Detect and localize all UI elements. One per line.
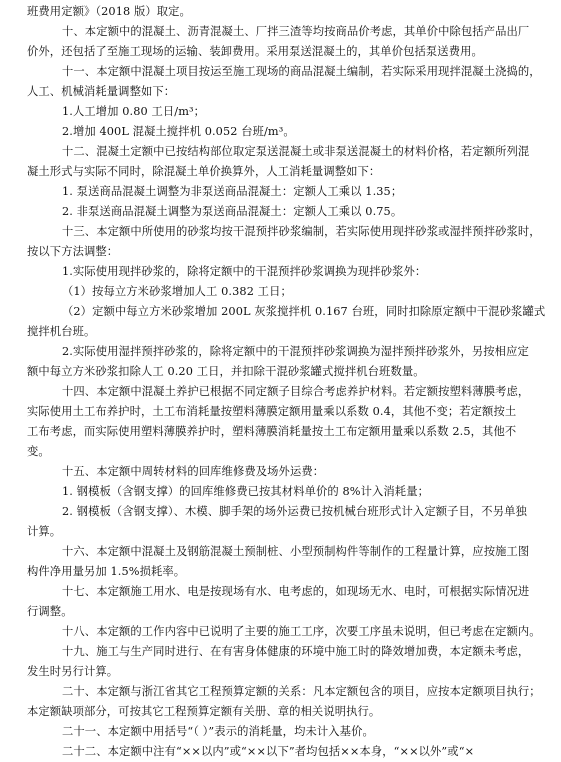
text-line: 1. 钢模板（含钢支撑）的回库维修费已按其材料单价的 8%计入消耗量； xyxy=(62,485,429,498)
text-line: 变。 xyxy=(27,445,50,458)
text-line: 十八、本定额的工作内容中已说明了主要的施工工序，次要工序虽未说明，但已考虑在定额内。 xyxy=(62,625,541,638)
text-line: 2.实际使用湿拌预拌砂浆的，除将定额中的干混预拌砂浆调换为湿拌预拌砂浆外，另按相应定 xyxy=(62,345,529,358)
text-line: 十一、本定额中混凝土项目按运至施工现场的商品混凝土编制，若实际采用现拌混凝土浇捣的， xyxy=(62,65,541,78)
text-line: 发生时另行计算。 xyxy=(27,665,119,678)
text-line: 额中每立方米砂浆扣除人工 0.20 工日，并扣除干混砂浆罐式搅拌机台班数量。 xyxy=(27,365,425,378)
text-line: 搅拌机台班。 xyxy=(27,325,96,338)
text-line: 十三、本定额中所使用的砂浆均按干混预拌砂浆编制，若实际使用现拌砂浆或湿拌预拌砂浆时， xyxy=(62,225,541,238)
text-line: 十四、本定额中混凝土养护已根据不同定额子目综合考虑养护材料。若定额按塑料薄膜考虑， xyxy=(62,385,530,398)
text-line: 构件净用量另加 1.5%损耗率。 xyxy=(27,565,186,578)
text-line: 班费用定额》（2018 版）取定。 xyxy=(27,5,191,18)
text-line: 2. 非泵送商品混凝土调整为泵送商品混凝土：定额人工乘以 0.75。 xyxy=(62,205,403,218)
text-line: 十、本定额中的混凝土、沥青混凝土、厂拌三渣等均按商品价考虑，其单价中除包括产品出厂 xyxy=(62,25,530,38)
text-line: 十六、本定额中混凝土及钢筋混凝土预制桩、小型预制构件等制作的工程量计算，应按施工图 xyxy=(62,545,530,558)
text-line: 十九、施工与生产同时进行、在有害身体健康的环境中施工时的降效增加费，本定额未考虑， xyxy=(62,645,530,658)
text-line: 行调整。 xyxy=(27,605,73,618)
text-line: 价外，还包括了至施工现场的运输、装卸费用。采用泵送混凝土的，其单价包括泵送费用。 xyxy=(27,45,483,58)
text-line: 凝土形式与实际不同时，除混凝土单价换算外，人工消耗量调整如下： xyxy=(27,165,381,178)
text-line: 十五、本定额中周转材料的回库维修费及场外运费： xyxy=(62,465,325,478)
text-line: （2）定额中每立方米砂浆增加 200L 灰浆搅拌机 0.167 台班，同时扣除原定额中干混砂浆罐式 xyxy=(62,305,546,318)
text-line: 1.实际使用现拌砂浆的，除将定额中的干混预拌砂浆调换为现拌砂浆外： xyxy=(62,265,427,278)
text-line: 二十一、本定额中用括号“（ ）”表示的消耗量，均未计入基价。 xyxy=(62,725,374,738)
text-line: 十二、混凝土定额中已按结构部位取定泵送混凝土或非泵送混凝土的材料价格，若定额所列混 xyxy=(62,145,530,158)
text-line: 计算。 xyxy=(27,525,62,538)
text-line: 实际使用土工布养护时，土工布消耗量按塑料薄膜定额用量乘以系数 0.4，其他不变；若定额按土 xyxy=(27,405,517,418)
text-line: 1.人工增加 0.80 工日/m³； xyxy=(62,105,206,118)
text-line: 人工、机械消耗量调整如下： xyxy=(27,85,176,98)
text-line: 二十二、本定额中注有“××以内”或“××以下”者均包括××本身，“××以外”或“× xyxy=(62,745,475,758)
text-line: 2.增加 400L 混凝土搅拌机 0.052 台班/m³。 xyxy=(62,125,295,138)
text-line: 十七、本定额施工用水、电是按现场有水、电考虑的，如现场无水、电时，可根据实际情况进 xyxy=(62,585,530,598)
text-line: 本定额缺项部分，可按其它工程预算定额有关册、章的相关说明执行。 xyxy=(27,705,381,718)
text-line: 工布考虑，而实际使用塑料薄膜养护时，塑料薄膜消耗量按土工布定额用量乘以系数 2.5，其他不 xyxy=(27,425,517,438)
text-line: 按以下方法调整： xyxy=(27,245,119,258)
text-line: 2. 钢模板（含钢支撑）、木模、脚手架的场外运费已按机械台班形式计入定额子目，不另单独 xyxy=(62,505,527,518)
text-line: （1）按每立方米砂浆增加人工 0.382 工日； xyxy=(62,285,292,298)
text-line: 1. 泵送商品混凝土调整为非泵送商品混凝土：定额人工乘以 1.35； xyxy=(62,185,403,198)
text-line: 二十、本定额与浙江省其它工程预算定额的关系：凡本定额包含的项目，应按本定额项目执行； xyxy=(62,685,541,698)
